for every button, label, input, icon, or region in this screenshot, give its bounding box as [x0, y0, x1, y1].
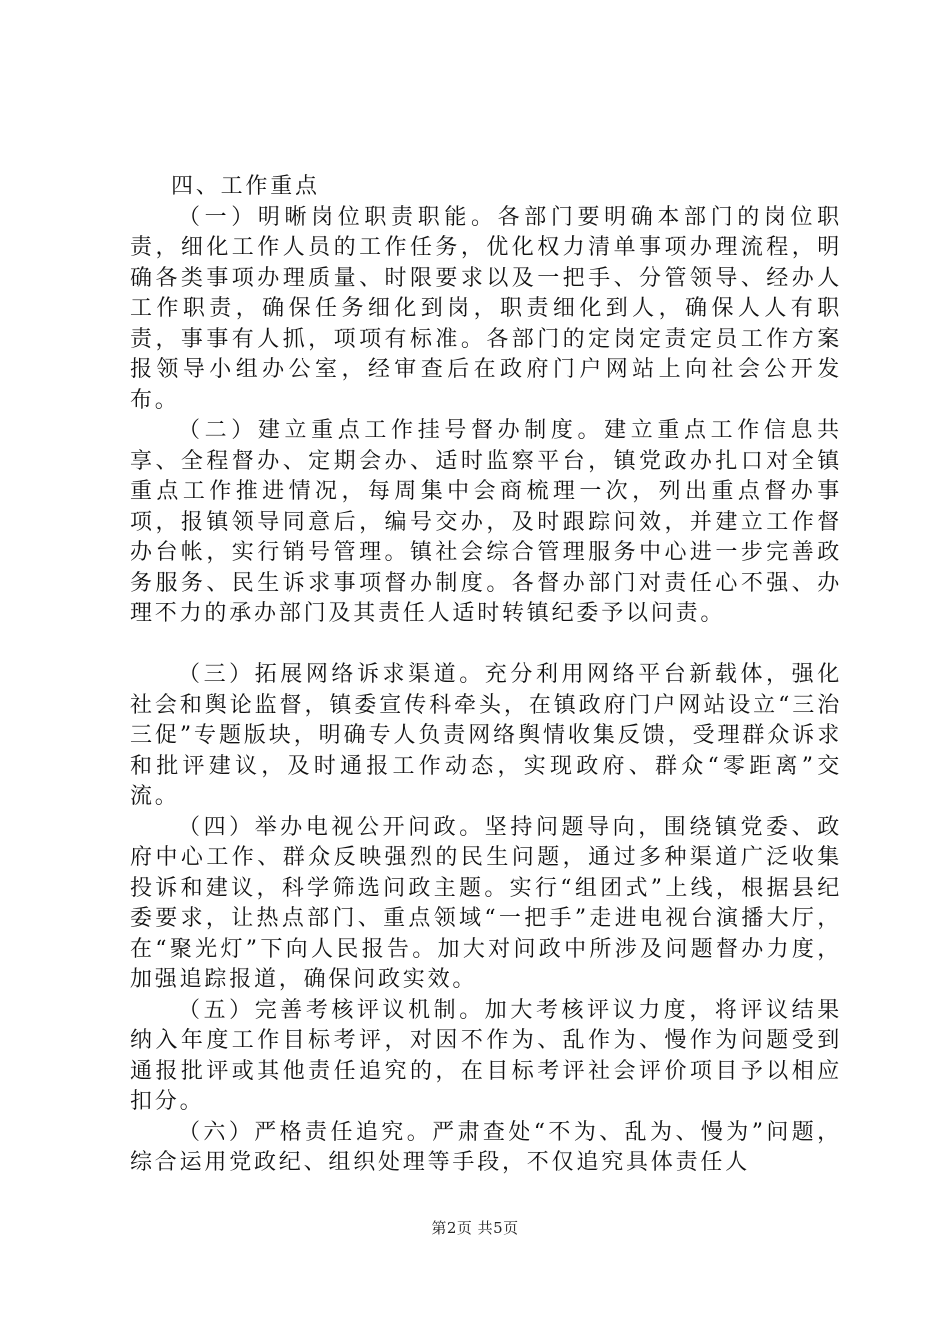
- page-number-footer: 第2页 共5页: [431, 1219, 519, 1237]
- paragraph-2: （二）建立重点工作挂号督办制度。建立重点工作信息共享、全程督办、定期会办、适时监察平台，镇党政办扎口对全镇重点工作推进情况，每周集中会商梳理一次，列出重点督办事项，报镇领导同意后，编号交办，及时跟踪问效，并建立工作督办台帐，实行销号管理。镇社会综合管理服务中心进一步完善政务服务、民生诉求事项督办制度。各督办部门对责任心不强、办理不力的承办部门及其责任人适时转镇纪委予以问责。: [130, 418, 842, 626]
- paragraph-1: （一）明晰岗位职责职能。各部门要明确本部门的岗位职责，细化工作人员的工作任务，优化权力清单事项办理流程，明确各类事项办理质量、时限要求以及一把手、分管领导、经办人工作职责，确保任务细化到岗，职责细化到人，确保人人有职责，事事有人抓，项项有标准。各部门的定岗定责定员工作方案报领导小组办公室，经审查后在政府门户网站上向社会公开发布。: [130, 204, 842, 413]
- paragraph-5: （五）完善考核评议机制。加大考核评议力度，将评议结果纳入年度工作目标考评，对因不作为、乱作为、慢作为问题受到通报批评或其他责任追究的，在目标考评社会评价项目予以相应扣分。: [130, 997, 842, 1114]
- paragraph-6: （六）严格责任追究。严肃查处“不为、乱为、慢为”问题，综合运用党政纪、组织处理等手段，不仅追究具体责任人: [130, 1119, 842, 1175]
- paragraph-spacer: [130, 630, 842, 661]
- section-heading: 四、工作重点: [171, 174, 320, 199]
- paragraph-4: （四）举办电视公开问政。坚持问题导向，围绕镇党委、政府中心工作、群众反映强烈的民生问题，通过多种渠道广泛收集投诉和建议，科学筛选问政主题。实行“组团式”上线，根据县纪委要求，让热点部门、重点领域“一把手”走进电视台演播大厅，在“聚光灯”下向人民报告。加大对问政中所涉及问题督办力度，加强追踪报道，确保问政实效。: [130, 814, 842, 992]
- document-body: [130, 172, 842, 1179]
- paragraph-3: （三）拓展网络诉求渠道。充分利用网络平台新载体，强化社会和舆论监督，镇委宣传科牵头，在镇政府门户网站设立“三治三促”专题版块，明确专人负责网络舆情收集反馈，受理群众诉求和批评建议，及时通报工作动态，实现政府、群众“零距离”交流。: [130, 662, 842, 809]
